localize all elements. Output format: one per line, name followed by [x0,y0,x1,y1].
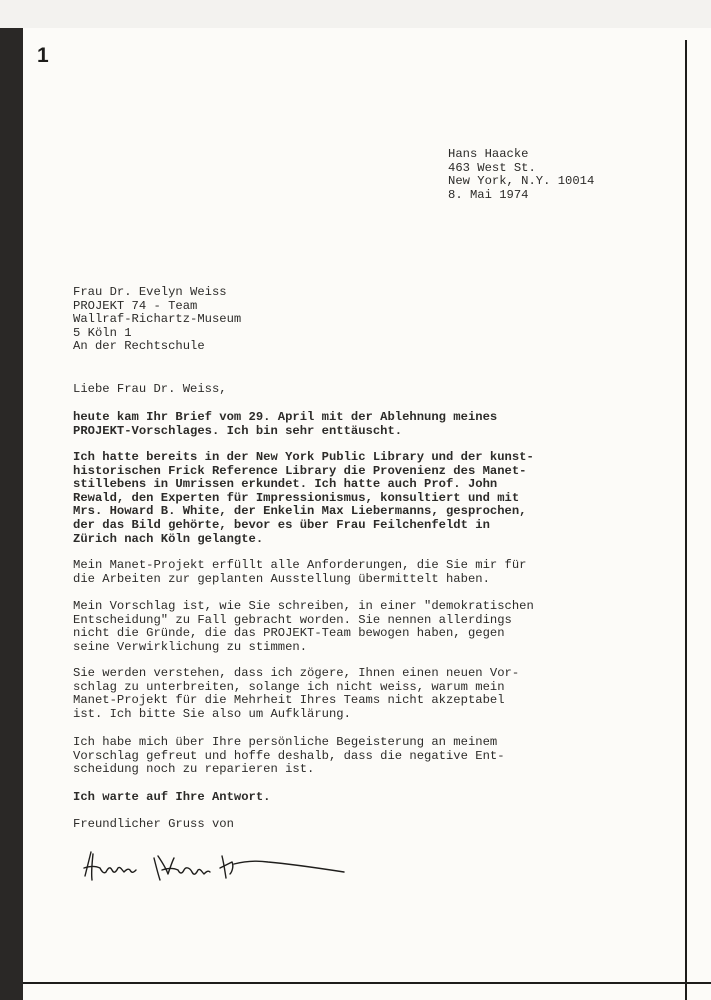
recipient-address [73,286,241,354]
handwritten-signature [82,846,347,890]
recipient-museum: Wallraf-Richartz-Museum [73,312,242,327]
recipient-street: An der Rechtschule [73,339,205,354]
right-frame-rule [685,40,687,1000]
recipient-name: Frau Dr. Evelyn Weiss [73,285,227,299]
letter-paragraph: Ich warte auf Ihre Antwort. [73,790,271,804]
letter-paragraph: heute kam Ihr Brief vom 29. April mit der Ablehnung meines PROJEKT-Vorschlages. Ich bin sehr enttäuscht. [73,410,498,438]
page-number: 1 [37,44,49,67]
page-top-margin [0,0,711,28]
closing-line: Freundlicher Gruss von [73,817,234,831]
letter-paragraph: Sie werden verstehen, dass ich zögere, Ihnen einen neuen Vor- schlag zu unterbreiten, solange ich nicht weiss, warum mein Manet-Projekt für die Mehrheit Ihres Teams nicht akzeptabel ist. Ich bitte Sie also um Aufklärung. [73,666,520,721]
bottom-frame-rule [23,982,711,984]
sender-street: 463 West St. [448,160,536,175]
letter-paragraph: Mein Vorschlag ist, wie Sie schreiben, in einer "demokratischen Entscheidung" zu Fall gebracht worden. Sie nennen allerdings nicht die Gründe, die das PROJEKT-Team bewogen haben, gegen seine Verwirklichung zu stimmen. [73,599,534,654]
sender-name: Hans Haacke [448,147,529,161]
book-binding-edge [0,28,23,1000]
letter-paragraph: Ich habe mich über Ihre persönliche Begeisterung an meinem Vorschlag gefreut und hoffe deshalb, dass die negative Ent- scheidung noch zu reparieren ist. [73,735,505,777]
salutation: Liebe Frau Dr. Weiss, [73,382,227,396]
recipient-team: PROJEKT 74 - Team [73,298,198,313]
sender-address [448,148,594,202]
letter-paragraph: Ich hatte bereits in der New York Public Library und der kunst- historischen Frick Reference Library die Provenienz des Manet- stillebens in Umrissen erkundet. Ich hatte auch Prof. John Rewald, den Experten für Impressionismus, konsultiert und mit Mrs. Howard B. White, der Enkelin Max Liebermanns, gesprochen, der das Bild gehörte, bevor es über Frau Feilchenfeldt in Zürich nach Köln gelangte. [73,450,534,546]
sender-city: New York, N.Y. 10014 [448,174,595,189]
letter-paragraph: Mein Manet-Projekt erfüllt alle Anforderungen, die Sie mir für die Arbeiten zur geplanten Ausstellung übermittelt haben. [73,558,527,586]
recipient-city: 5 Köln 1 [73,325,132,340]
letter-date: 8. Mai 1974 [448,187,529,202]
